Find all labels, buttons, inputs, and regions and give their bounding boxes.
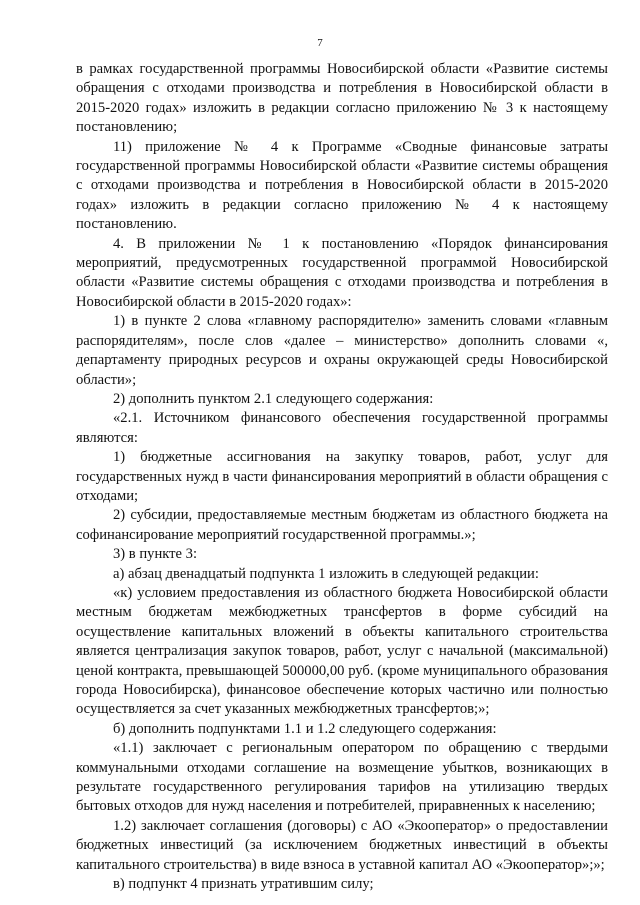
paragraph: 1) бюджетные ассигнования на закупку товаров, работ, услуг для государственных нужд в части финансирования мероприятий в области обращения с отходами; [76, 449, 608, 504]
paragraph: «1.1) заключает с региональным оператором по обращению с твердыми коммунальными отходами соглашение на возмещение убытков, возникающих в результате государственного регулирования тарифов на утилизацию твердых бытовых отходов для нужд населения и потребителей, приравненных к населению; [76, 740, 608, 815]
paragraph: 2) субсидии, предоставляемые местным бюджетам из областного бюджета на софинансирование мероприятий государственной программы.»; [76, 507, 608, 543]
paragraph: 11) приложение № 4 к Программе «Сводные финансовые затраты государственной программы Новосибирской области «Развитие системы обращения с отходами производства и потребления в Новосибирской области в 2015-2020 годах» изложить в редакции согласно приложению № 4 к настоящему постановлению. [76, 138, 608, 233]
paragraph: а) абзац двенадцатый подпункта 1 изложить в следующей редакции: [113, 565, 539, 582]
paragraph: 3) в пункте 3: [113, 546, 198, 563]
paragraph: б) дополнить подпунктами 1.1 и 1.2 следующего содержания: [113, 720, 497, 737]
paragraph: в) подпункт 4 признать утратившим силу; [113, 876, 374, 893]
paragraph: «2.1. Источником финансового обеспечения государственной программы являются: [76, 410, 608, 446]
paragraph: 2) дополнить пунктом 2.1 следующего содержания: [113, 390, 434, 407]
paragraph: 1.2) заключает соглашения (договоры) с АО «Экооператор» о предоставлении бюджетных инвестиций (за исключением бюджетных инвестиций в объекты капитального строительства) в виде взноса в уставной капитал АО «Экооператор»;»; [76, 817, 608, 873]
paragraph: 4. В приложении № 1 к постановлению «Порядок финансирования мероприятий, предусмотренных государственной программой Новосибирской области «Развитие системы обращения с отходами производства и потребления в Новосибирской области в 2015-2020 годах»: [76, 235, 608, 310]
page-number: 7 [317, 37, 323, 49]
paragraph: в рамках государственной программы Новосибирской области «Развитие системы обращения с отходами производства и потребления в Новосибирской области в 2015-2020 годах» изложить в редакции согласно приложению № 3 к настоящему постановлению; [76, 61, 608, 136]
document-body [76, 60, 608, 894]
paragraph: «к) условием предоставления из областного бюджета Новосибирской области местным бюджетам межбюджетных трансфертов в форме субсидий на осуществление капитальных вложений в объекты капитального строительства является централизация закупок товаров, работ, услуг с начальной (максимальной) ценой контракта, превышающей 500000,00 руб. (кроме муниципального образования города Новосибирска), финансовое обеспечение которых частично или полностью осуществляется за счет указанных межбюджетных трансфертов;»; [76, 584, 608, 718]
paragraph: 1) в пункте 2 слова «главному распорядителю» заменить словами «главным распорядителям», после слов «далее – министерство» дополнить словами «, департаменту природных ресурсов и охраны окружающей среды Новосибирской области»; [76, 313, 608, 388]
